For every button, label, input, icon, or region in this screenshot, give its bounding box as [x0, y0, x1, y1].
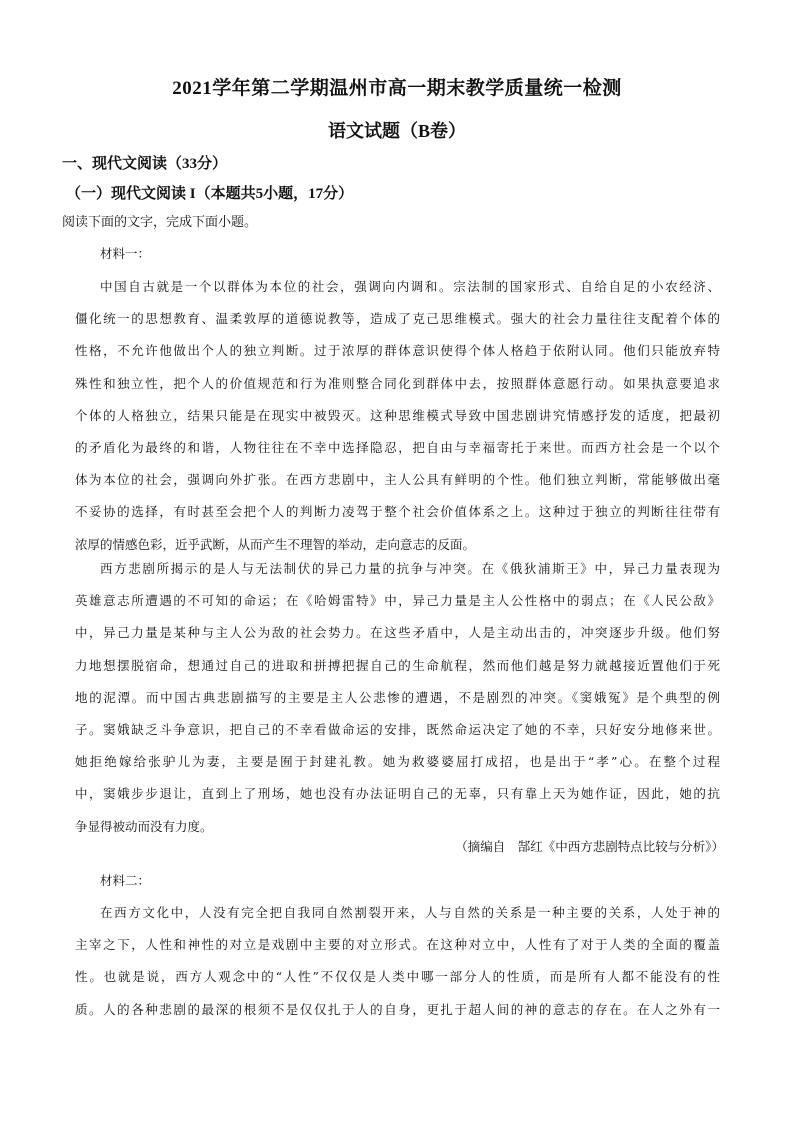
paragraph-line: 英雄意志所遭遇的不可知的命运；在《哈姆雷特》中，异己力量是主人公性格中的弱点；在《人民公敌》 [75, 593, 720, 609]
paragraph-line: 争显得被动而没有力度。 [75, 818, 213, 834]
section-heading: 一、现代文阅读（33分） [62, 156, 228, 172]
paragraph-line: 殊性和独立性，把个人的价值规范和行为准则整合同化到群体中去，按照群体意愿行动。如果执意要追求 [75, 375, 720, 391]
paragraph-line: 子。窦娥缺乏斗争意识，把自己的不幸看做命运的安排，既然命运决定了她的不幸，只好安分地修来世。 [75, 722, 720, 737]
paragraph-line: 性。也就是说，西方人观念中的“人性”不仅仅是人类中哪一部分人的性质，而是所有人都不能没有的性 [75, 969, 720, 985]
paragraph-line: 僵化统一的思想教育、温柔敦厚的道德说教等，造成了克己思维模式。强大的社会力量往往支配着个体的 [75, 311, 720, 327]
paragraph-line: 质。人的各种悲剧的最深的根须不是仅仅扎于人的自身，更扎于超人间的神的意志的存在。在人之外有一 [75, 1001, 720, 1017]
material-two-label: 材料二： [100, 873, 151, 888]
paragraph-line: 地的泥潭。而中国古典悲剧描写的主要是主人公悲惨的遭遇，不是剧烈的冲突。《窦娥冤》是个典型的例 [75, 689, 720, 705]
paragraph-line: 中国自古就是一个以群体为本位的社会，强调向内调和。宗法制的国家形式、自给自足的小农经济、 [100, 279, 720, 294]
paragraph-line: 不妥协的选择，有时甚至会把个人的判断力凌驾于整个社会价值体系之上。这种过于独立的判断往往带有 [75, 504, 720, 520]
paragraph-line: 在西方文化中，人没有完全把自我同自然割裂开来，人与自然的关系是一种主要的关系，人处于神的 [100, 905, 720, 920]
paragraph-line: 中，窦娥步步退让，直到上了刑场，她也没有办法证明自己的无辜，只有靠上天为她作证，因此，她的抗 [75, 786, 720, 802]
source-citation: （摘编自 郜红《中西方悲剧特点比较与分析》） [455, 839, 724, 854]
paragraph-line: 体为本位的社会，强调向外扩张。在西方悲剧中，主人公具有鲜明的个性。他们独立判断，常能够做出毫 [75, 472, 720, 488]
paragraph-line: 西方悲剧所揭示的是人与无法制伏的异己力量的抗争与冲突。在《俄狄浦斯王》中，异己力量表现为 [100, 561, 720, 576]
paragraph-line: 性格，不允许他做出个人的独立判断。过于浓厚的群体意识使得个体人格趋于依附认同。他们只能放弃特 [75, 343, 720, 359]
paragraph-line: 中，异己力量是某种与主人公为敌的社会势力。在这些矛盾中，人是主动出击的，冲突逐步升级。他们努 [75, 625, 720, 641]
instruction-text: 阅读下面的文字，完成下面小题。 [62, 215, 258, 230]
paragraph-line: 的矛盾化为最终的和谐，人物往往在不幸中选择隐忍，把自由与幸福寄托于来世。而西方社会是一个以个 [75, 440, 720, 455]
exam-title: 2021学年第二学期温州市高一期末教学质量统一检测 [172, 78, 622, 99]
paragraph-line: 个体的人格独立，结果只能是在现实中被毁灭。这种思维模式导致中国悲剧讲究情感抒发的适度，把最初 [75, 407, 720, 423]
material-one-label: 材料一： [100, 246, 151, 261]
paragraph-line: 她拒绝嫁给张驴儿为妻，主要是囿于封建礼教。她为救婆婆屈打成招，也是出于“孝”心。在整个过程 [75, 754, 720, 770]
exam-subtitle: 语文试题（B卷） [327, 121, 466, 141]
paragraph-line: 浓厚的情感色彩，近乎武断，从而产生不理智的举动，走向意志的反面。 [75, 536, 476, 552]
paragraph-line: 力地想摆脱宿命，想通过自己的进取和拼搏把握自己的生命航程，然而他们越是努力就越接近置他们于死 [75, 657, 720, 673]
paragraph-line: 主宰之下，人性和神性的对立是戏剧中主要的对立形式。在这种对立中，人性有了对于人类的全面的覆盖 [75, 937, 720, 953]
subsection-heading: （一）现代文阅读 I（本题共5小题，17分） [66, 186, 354, 202]
